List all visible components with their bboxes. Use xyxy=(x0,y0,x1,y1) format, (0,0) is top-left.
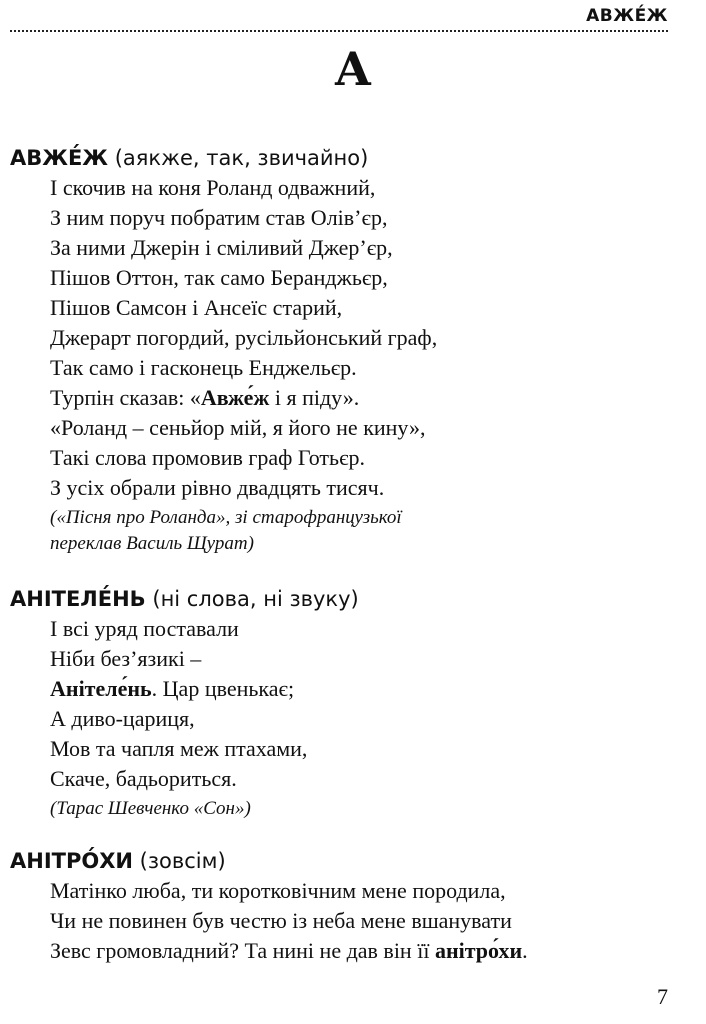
verse-line: І скочив на коня Роланд одважний, xyxy=(50,175,376,200)
verse-line: «Роланд – сеньйор мій, я його не кину», xyxy=(50,415,426,440)
verse-line xyxy=(50,383,670,413)
headword: АВЖЕ́Ж xyxy=(10,146,109,170)
gloss: (ні слова, ні звуку) xyxy=(152,587,359,611)
verse-line xyxy=(50,674,670,704)
source-line: (Тарас Шевченко «Сон») xyxy=(50,798,251,819)
header-divider xyxy=(10,30,668,32)
headword: АНІТРО́ХИ xyxy=(10,849,133,873)
headword-usage: Анітеле́нь xyxy=(50,676,152,701)
gloss: (зовсім) xyxy=(139,849,226,873)
verse-line: Пішов Оттон, так само Беранджьєр, xyxy=(50,265,388,290)
page-number: 7 xyxy=(657,984,668,1009)
gloss: (аякже, так, звичайно) xyxy=(114,146,369,170)
entry-anitelen xyxy=(10,584,670,822)
verse-line: За ними Джерін і сміливий Джер’єр, xyxy=(50,235,393,260)
entry-heading xyxy=(10,846,670,876)
verse-line: Чи не повинен був честю із неба мене вшанувати xyxy=(50,908,512,933)
verse-text: Турпін сказав: « xyxy=(50,385,201,410)
entry-heading xyxy=(10,143,670,173)
headword-usage: анітро́хи xyxy=(434,938,523,963)
verse-line: Мов та чапля меж птахами, xyxy=(50,736,308,761)
quotation xyxy=(50,173,670,557)
source-citation xyxy=(50,796,670,822)
section-letter: А xyxy=(334,42,372,96)
quotation xyxy=(50,614,670,822)
entry-anitrokhy xyxy=(10,846,670,966)
verse-line: Скаче, бадьориться. xyxy=(50,766,237,791)
verse-line: І всі уряд поставали xyxy=(50,616,239,641)
verse-line: Пішов Самсон і Ансеїс старий, xyxy=(50,295,343,320)
verse-line xyxy=(50,936,670,966)
entry-avzhezh xyxy=(10,143,670,557)
source-line: («Пісня про Роланда», зі старофранцузької xyxy=(50,507,402,528)
verse-line: Матінко люба, ти коротковічним мене породила, xyxy=(50,878,506,903)
verse-line: Такі слова промовив граф Готьєр. xyxy=(50,445,366,470)
headword: АНІТЕЛЕ́НЬ xyxy=(10,587,146,611)
verse-line: А диво-цариця, xyxy=(50,706,195,731)
source-line: переклав Василь Щурат) xyxy=(50,533,254,554)
verse-text: і я піду». xyxy=(269,385,360,410)
verse-line: Так само і гасконець Енджельєр. xyxy=(50,355,357,380)
verse-text: . Цар цвенькає; xyxy=(151,676,295,701)
verse-line: З усіх обрали рівно двадцять тисяч. xyxy=(50,475,385,500)
entry-heading xyxy=(10,584,670,614)
verse-text: . xyxy=(522,938,528,963)
verse-line: З ним поруч побратим став Олів’єр, xyxy=(50,205,388,230)
verse-line: Джерарт погордий, русільйонський граф, xyxy=(50,325,438,350)
verse-line: Ніби без’язикі – xyxy=(50,646,202,671)
headword-usage: Авже́ж xyxy=(200,385,270,410)
source-citation xyxy=(50,505,670,557)
verse-text: Зевс громовладний? Та нині не дав він її xyxy=(50,938,435,963)
running-head: АВЖЕ́Ж xyxy=(586,6,668,26)
quotation xyxy=(50,876,670,966)
